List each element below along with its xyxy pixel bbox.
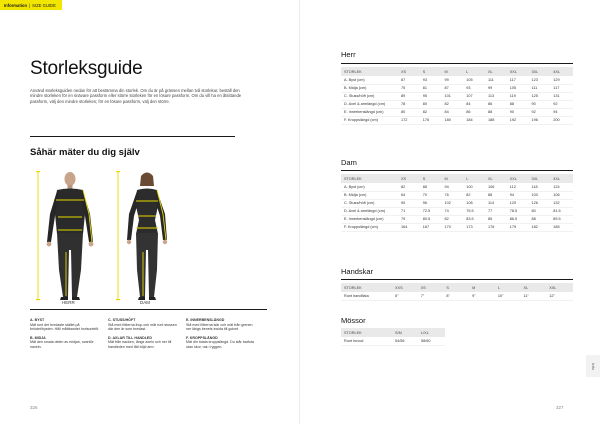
table-cell: 170 [443, 223, 465, 231]
row-label: A. Byst (cm) [341, 76, 399, 84]
table-cell: 75 [399, 84, 421, 92]
table-cell: 90 [399, 199, 421, 207]
table-cell: 10" [496, 292, 522, 300]
table-cell: 185 [551, 223, 573, 231]
column-header: L [464, 67, 486, 76]
table-cell: 82 [443, 215, 465, 223]
table-body [341, 76, 573, 124]
table-cell: 114 [486, 199, 508, 207]
table-cell: 164 [399, 223, 421, 231]
table-cell: 124 [551, 183, 573, 191]
table-row [341, 100, 573, 108]
male-figure-illustration [30, 170, 110, 302]
table-body [341, 337, 445, 345]
note-text: Mät den smala delen av midjan, ovanför naveln. [30, 340, 94, 349]
table-cell: 54/56 [393, 337, 419, 345]
table-cell: 89.5 [551, 215, 573, 223]
note [108, 318, 180, 332]
table-cell: 111 [486, 76, 508, 84]
table-cell: 82 [464, 191, 486, 199]
table-row [341, 183, 573, 191]
table-cell: 93 [421, 76, 443, 84]
row-label: B. Midja (cm) [341, 84, 399, 92]
table-header-row [341, 328, 445, 337]
notes-column-2 [108, 318, 180, 354]
table-cell: 76 [443, 191, 465, 199]
table-cell: 90 [508, 108, 530, 116]
row-label: F. Kroppslängd (cm) [341, 223, 399, 231]
section-separator: | [29, 2, 31, 8]
column-header: L [496, 283, 522, 292]
subsection-label: SIZE GUIDE [32, 2, 56, 8]
table-cell: 83.5 [464, 215, 486, 223]
table-cell: 100 [464, 183, 486, 191]
table-cell: 99 [443, 76, 465, 84]
row-label: D. Axel & armlängd (cm) [341, 100, 399, 108]
section-label: Information [4, 2, 28, 8]
note [30, 318, 102, 332]
divider [30, 136, 235, 137]
table-cell: 173 [464, 223, 486, 231]
table-cell: 74 [443, 207, 465, 215]
table-cell: 106 [486, 183, 508, 191]
table-cell: 78 [399, 100, 421, 108]
row-label: E. Innerbenslängd (cm) [341, 215, 399, 223]
table-cell: 77 [486, 207, 508, 215]
table-row [341, 292, 573, 300]
table-cell: 123 [530, 76, 552, 84]
table-cell: 80 [421, 100, 443, 108]
column-header: XS [419, 283, 445, 292]
column-header: STORLEK [341, 174, 399, 183]
table-cell: 71 [399, 207, 421, 215]
divider [30, 309, 267, 310]
note-text: Mät från nacken, längs axeln och ner till handleden med lätt böjd arm. [108, 340, 172, 349]
table-cell: 99 [486, 84, 508, 92]
table-cell: 125 [530, 92, 552, 100]
table-cell: 172 [399, 116, 421, 124]
row-label: E. Innerbenslängd (cm) [341, 108, 399, 116]
male-figure [30, 170, 110, 302]
note [108, 336, 180, 350]
table-cell: 132 [551, 199, 573, 207]
table-cell: 188 [486, 116, 508, 124]
column-header: STORLEK [341, 283, 393, 292]
table-cell: 87 [399, 76, 421, 84]
intro-text: Använd storleksguiden nedan för att bestämma din storlek. Om du är på gränsen mellan två storlekar, beställ den mindre storleken för en snävare passform eller större storleken för en lösare passform. Om du vill ha en åtsittande passform, välj den mindre storleken; för en lösare passform, välj den större. [30, 88, 242, 104]
table-cell: 78.5 [508, 207, 530, 215]
table-row [341, 207, 573, 215]
column-header: S [421, 174, 443, 183]
table-cell: 88 [530, 215, 552, 223]
divider [341, 170, 573, 171]
table-row [341, 337, 445, 345]
column-header: XXL [508, 67, 530, 76]
female-figure [112, 170, 182, 302]
note-heading: D. AXLAR TILL HANDLED [108, 335, 152, 340]
table-header-row [341, 67, 573, 76]
column-header: 3XL [530, 174, 552, 183]
table-cell: 84 [464, 100, 486, 108]
table-cell: 72.5 [421, 207, 443, 215]
table-cell: 88 [486, 108, 508, 116]
page-number-right: 327 [556, 405, 564, 410]
table-cell: 101 [443, 92, 465, 100]
table-cell: 95 [421, 92, 443, 100]
table-cell: 58/60 [419, 337, 445, 345]
mossor-size-table [341, 328, 445, 346]
note [186, 336, 258, 350]
table-cell: 86.5 [508, 215, 530, 223]
table-cell: 81.5 [551, 207, 573, 215]
table-cell: 11" [522, 292, 548, 300]
table-cell: 129 [551, 76, 573, 84]
table-cell: 108 [464, 199, 486, 207]
column-header: S [421, 67, 443, 76]
row-label: Runt huvud [341, 337, 393, 345]
table-cell: 112 [508, 183, 530, 191]
row-label: C. Stuss/höft (cm) [341, 92, 399, 100]
table-cell: 113 [486, 92, 508, 100]
column-header: S [444, 283, 470, 292]
table-cell: 106 [551, 191, 573, 199]
table-cell: 184 [464, 116, 486, 124]
table-cell: 86 [464, 108, 486, 116]
column-header: L/XL [419, 328, 445, 337]
table-cell: 94 [551, 108, 573, 116]
note-heading: C. STUSS/HÖFT [108, 318, 136, 322]
table-cell: 9" [470, 292, 496, 300]
section-tab [0, 0, 62, 10]
male-figure-label: HERR [62, 300, 75, 305]
table-cell: 79 [399, 215, 421, 223]
notes-column-1 [30, 318, 102, 354]
page-number-left: 326 [30, 405, 38, 410]
table-body [341, 183, 573, 231]
note-heading: F. KROPPSLÄNGD [186, 335, 218, 340]
column-header: XL [486, 67, 508, 76]
table-cell: 90 [530, 100, 552, 108]
table-cell: 131 [551, 92, 573, 100]
table-header-row [341, 174, 573, 183]
column-header: STORLEK [341, 67, 399, 76]
table-cell: 118 [530, 183, 552, 191]
table-row [341, 76, 573, 84]
table-cell: 87 [443, 84, 465, 92]
column-header: S/M [393, 328, 419, 337]
female-figure-label: DAM [140, 300, 150, 305]
row-label: B. Midja (cm) [341, 191, 399, 199]
table-cell: 120 [508, 199, 530, 207]
dam-heading: Dam [341, 158, 357, 167]
table-cell: 117 [551, 84, 573, 92]
table-cell: 180 [443, 116, 465, 124]
table-cell: 7" [419, 292, 445, 300]
table-cell: 85 [486, 215, 508, 223]
column-header: 4XL [551, 67, 573, 76]
info-side-tab[interactable] [586, 355, 600, 377]
table-cell: 64 [399, 191, 421, 199]
table-cell: 100 [530, 191, 552, 199]
handskar-size-table [341, 283, 573, 301]
table-cell: 111 [530, 84, 552, 92]
column-header: M [443, 67, 465, 76]
table-body [341, 292, 573, 300]
table-cell: 88 [486, 191, 508, 199]
female-figure-illustration [112, 170, 182, 302]
table-cell: 88 [508, 100, 530, 108]
table-cell: 167 [421, 223, 443, 231]
table-row [341, 116, 573, 124]
table-cell: 105 [464, 76, 486, 84]
table-cell: 200 [551, 116, 573, 124]
column-header: M [443, 174, 465, 183]
table-cell: 182 [530, 223, 552, 231]
table-cell: 86 [486, 100, 508, 108]
table-cell: 88 [421, 183, 443, 191]
table-cell: 94 [443, 183, 465, 191]
note-heading: B. MIDJA [30, 335, 46, 340]
column-header: XS [399, 174, 421, 183]
note [186, 318, 258, 332]
note-text: Stå med fötterna isär och mät från grenen ner längs benets insida till golvet. [186, 322, 253, 332]
column-header: XL [522, 283, 548, 292]
table-cell: 80.5 [421, 215, 443, 223]
table-cell: 80 [399, 108, 421, 116]
table-row [341, 215, 573, 223]
notes-column-3 [186, 318, 258, 354]
divider [341, 63, 573, 64]
table-row [341, 92, 573, 100]
herr-heading: Herr [341, 50, 356, 59]
handskar-heading: Handskar [341, 267, 374, 276]
note-heading: A. BYST [30, 318, 45, 322]
table-cell: 176 [421, 116, 443, 124]
note-heading: E. INNERBENSLÄNGD [186, 318, 225, 322]
table-cell: 105 [508, 84, 530, 92]
note [30, 336, 102, 350]
column-header: 3XL [530, 67, 552, 76]
dam-size-table [341, 174, 573, 232]
table-cell: 119 [508, 92, 530, 100]
table-cell: 80 [530, 207, 552, 215]
column-header: STORLEK [341, 328, 393, 337]
table-row [341, 199, 573, 207]
column-header: XXS [393, 283, 419, 292]
table-cell: 196 [530, 116, 552, 124]
table-cell: 70 [421, 191, 443, 199]
table-cell: 12" [547, 292, 573, 300]
table-cell: 94 [508, 191, 530, 199]
table-row [341, 108, 573, 116]
page-title: Storleksguide [30, 58, 143, 79]
column-header: XXL [547, 283, 573, 292]
table-cell: 82 [421, 108, 443, 116]
table-cell: 84 [443, 108, 465, 116]
table-cell: 89 [399, 92, 421, 100]
table-cell: 176 [486, 223, 508, 231]
table-cell: 96 [421, 199, 443, 207]
row-label: Runt handflata [341, 292, 393, 300]
table-cell: 92 [530, 108, 552, 116]
table-cell: 102 [443, 199, 465, 207]
table-row [341, 84, 573, 92]
page-gutter [299, 0, 300, 424]
table-cell: 126 [530, 199, 552, 207]
info-side-tab-label: Info [590, 362, 596, 370]
table-cell: 82 [443, 100, 465, 108]
table-cell: 192 [508, 116, 530, 124]
column-header: XXL [508, 174, 530, 183]
table-cell: 8" [444, 292, 470, 300]
column-header: XS [399, 67, 421, 76]
row-label: F. Kroppslängd (cm) [341, 116, 399, 124]
table-cell: 82 [399, 183, 421, 191]
table-cell: 179 [508, 223, 530, 231]
table-cell: 92 [551, 100, 573, 108]
row-label: C. Stuss/höft (cm) [341, 199, 399, 207]
mossor-heading: Mössor [341, 316, 366, 325]
measure-heading: Såhär mäter du dig själv [30, 147, 140, 158]
note-text: Stå med fötterna ihop och mät runt stussen där den är som bredast. [108, 322, 177, 332]
column-header: 4XL [551, 174, 573, 183]
herr-size-table [341, 67, 573, 125]
table-row [341, 223, 573, 231]
row-label: D. Axel & armlängd (cm) [341, 207, 399, 215]
table-cell: 107 [464, 92, 486, 100]
note-text: Mät din totala kroppslängd. Du står barfota utan skor, rak i ryggen. [186, 340, 254, 349]
table-header-row [341, 283, 573, 292]
column-header: M [470, 283, 496, 292]
table-cell: 117 [508, 76, 530, 84]
table-cell: 93 [464, 84, 486, 92]
table-cell: 81 [421, 84, 443, 92]
table-cell: 5" [393, 292, 419, 300]
divider [341, 279, 573, 280]
table-cell: 75.5 [464, 207, 486, 215]
row-label: A. Byst (cm) [341, 183, 399, 191]
table-row [341, 191, 573, 199]
column-header: XL [486, 174, 508, 183]
note-text: Mät runt det bredaste stället på bröstet/bysten. Håll måttbandet horisontellt. [30, 322, 100, 332]
column-header: L [464, 174, 486, 183]
